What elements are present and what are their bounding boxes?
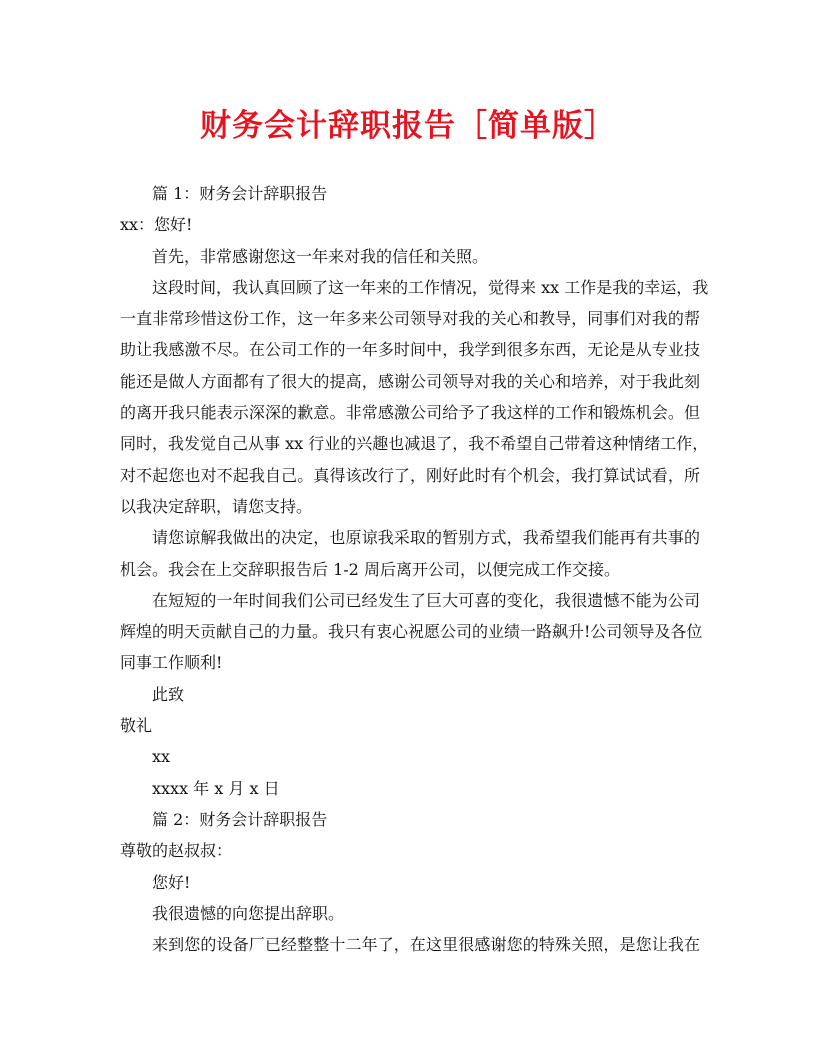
closing-line: 敬礼 — [120, 716, 153, 736]
section-heading-1: 篇 1：财务会计辞职报告 — [152, 184, 328, 203]
paragraph-line: 的离开我只能表示深深的歉意。非常感激公司给予了我这样的工作和锻炼机会。但 — [120, 403, 700, 423]
paragraph-line: 机会。我会在上交辞职报告后 1-2 周后离开公司，以便完成工作交接。 — [120, 559, 620, 579]
paragraph-line: 首先，非常感谢您这一年来对我的信任和关照。 — [152, 246, 489, 266]
signature-date: xxxx 年 x 月 x 日 — [152, 778, 280, 798]
salutation: 尊敬的赵叔叔： — [120, 841, 233, 861]
document-title: 财务会计辞职报告［简单版］ — [200, 108, 616, 144]
document-body — [120, 178, 709, 960]
paragraph-line: 同事工作顺利! — [120, 653, 223, 673]
paragraph-line: 以我决定辞职，请您支持。 — [120, 496, 313, 516]
signature-name: xx — [152, 747, 171, 767]
paragraph-line: 对不起您也对不起我自己。真得该改行了，刚好此时有个机会，我打算试试看，所 — [120, 465, 700, 485]
paragraph-line: 我很遗憾的向您提出辞职。 — [152, 903, 345, 923]
paragraph-line: 在短短的一年时间我们公司已经发生了巨大可喜的变化，我很遗憾不能为公司 — [152, 590, 700, 610]
section-heading-2: 篇 2：财务会计辞职报告 — [152, 809, 328, 829]
paragraph-line: 辉煌的明天贡献自己的力量。我只有衷心祝愿公司的业绩一路飙升!公司领导及各位 — [120, 622, 703, 642]
salutation: xx：您好! — [120, 215, 193, 235]
greeting: 您好! — [152, 872, 191, 892]
paragraph-line: 请您谅解我做出的决定，也原谅我采取的暂别方式，我希望我们能再有共事的 — [152, 528, 700, 548]
paragraph-line: 来到您的设备厂已经整整十二年了，在这里很感谢您的特殊关照，是您让我在 — [152, 935, 700, 955]
paragraph-line: 能还是做人方面都有了很大的提高，感谢公司领导对我的关心和培养，对于我此刻 — [120, 371, 700, 391]
closing-line: 此致 — [152, 684, 185, 704]
paragraph-line: 这段时间，我认真回顾了这一年来的工作情况，觉得来 xx 工作是我的幸运，我 — [152, 277, 709, 297]
paragraph-line: 一直非常珍惜这份工作，这一年多来公司领导对我的关心和教导，同事们对我的帮 — [120, 309, 700, 329]
paragraph-line: 同时，我发觉自己从事 xx 行业的兴趣也减退了，我不希望自己带着这种情绪工作， — [120, 434, 709, 454]
paragraph-line: 助让我感激不尽。在公司工作的一年多时间中，我学到很多东西，无论是从专业技 — [120, 340, 700, 360]
